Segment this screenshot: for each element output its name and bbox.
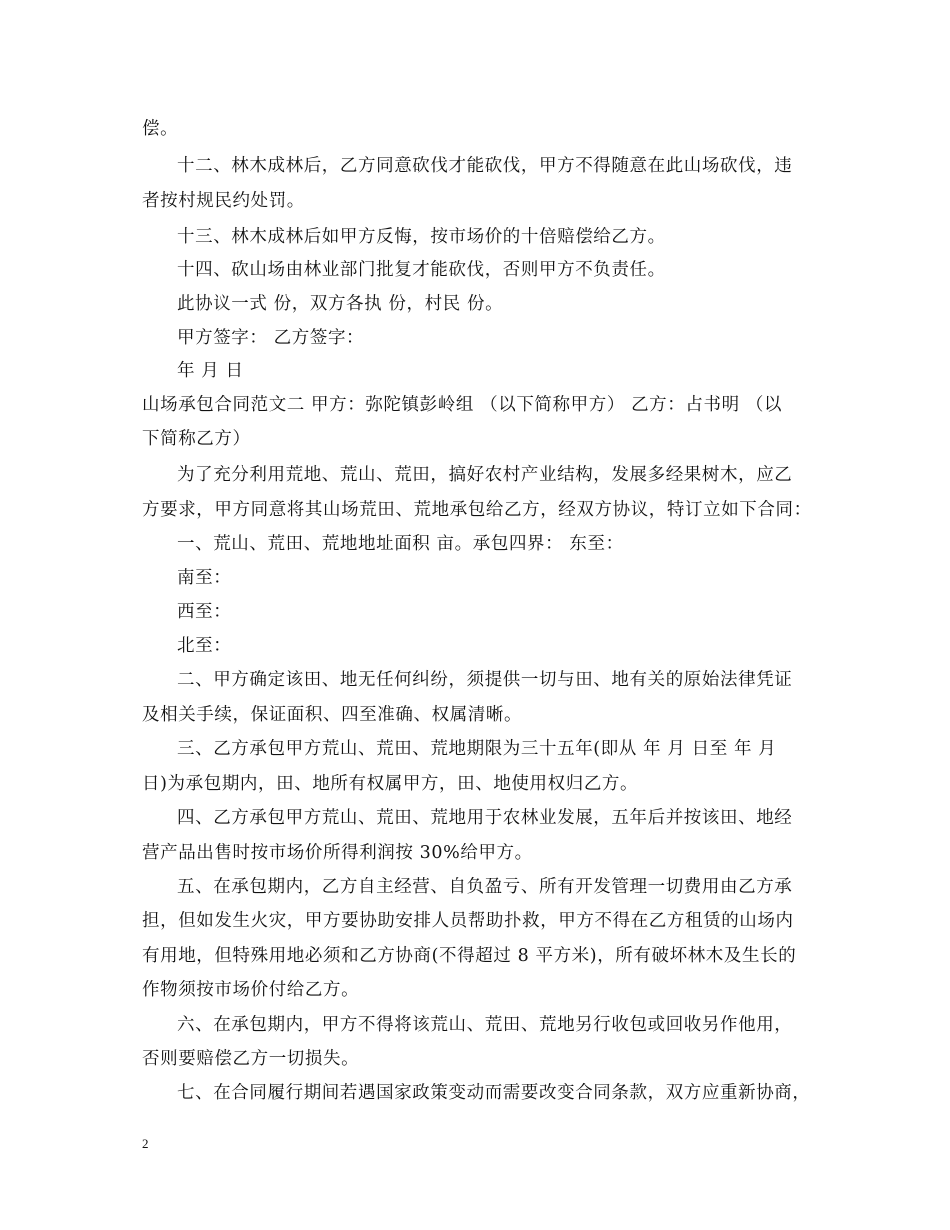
text-line: 有用地，但特殊用地必须和乙方协商(不得超过 8 平方米)，所有破坏林木及生长的 — [142, 946, 797, 966]
text-line: 作物须按市场价付给乙方。 — [142, 980, 360, 1000]
text-line: 年 月 日 — [177, 361, 244, 381]
text-line: 为了充分利用荒地、荒山、荒田，搞好农村产业结构，发展多经果树木，应乙 — [177, 465, 793, 485]
text-line: 二、甲方确定该田、地无任何纠纷，须提供一切与田、地有关的原始法律凭证 — [177, 670, 793, 690]
text-line: 三、乙方承包甲方荒山、荒田、荒地期限为三十五年(即从 年 月 日至 年 月 — [177, 739, 777, 759]
text-line: 下简称乙方） — [142, 429, 251, 449]
text-line: 北至： — [177, 636, 232, 656]
text-line: 日)为承包期内，田、地所有权属甲方，田、地使用权归乙方。 — [142, 774, 639, 794]
text-line: 六、在承包期内，甲方不得将该荒山、荒田、荒地另行收包或回收另作他用， — [177, 1015, 793, 1035]
page-number: 2 — [142, 1136, 149, 1151]
text-line: 五、在承包期内，乙方自主经营、自负盈亏、所有开发管理一切费用由乙方承 — [177, 877, 793, 897]
text-line: 此协议一式 份，双方各执 份，村民 份。 — [177, 294, 504, 314]
text-line: 十二、林木成林后，乙方同意砍伐才能砍伐，甲方不得随意在此山场砍伐，违 — [177, 156, 793, 176]
text-line: 否则要赔偿乙方一切损失。 — [142, 1049, 360, 1069]
text-line: 山场承包合同范文二 甲方：弥陀镇彭岭组 （以下简称甲方） 乙方：占书明 （以 — [142, 395, 783, 415]
text-line: 一、荒山、荒田、荒地地址面积 亩。承包四界： 东至： — [177, 534, 624, 554]
text-line: 偿。 — [142, 119, 179, 139]
text-line: 担，但如发生火灾，甲方要协助安排人员帮助扑救，甲方不得在乙方租赁的山场内 — [142, 911, 794, 931]
text-line: 七、在合同履行期间若遇国家政策变动而需要改变合同条款，双方应重新协商， — [177, 1083, 811, 1103]
text-line: 十四、砍山场由林业部门批复才能砍伐，否则甲方不负责任。 — [177, 260, 666, 280]
text-line: 西至： — [177, 602, 232, 622]
text-line: 营产品出售时按市场价所得利润按 30%给甲方。 — [142, 843, 533, 863]
text-line: 方要求，甲方同意将其山场荒田、荒地承包给乙方，经双方协议，特订立如下合同： — [142, 500, 812, 520]
text-line: 及相关手续，保证面积、四至准确、权属清晰。 — [142, 705, 523, 725]
text-line: 甲方签字： 乙方签字： — [177, 328, 365, 348]
text-line: 十三、林木成林后如甲方反悔，按市场价的十倍赔偿给乙方。 — [177, 227, 666, 247]
text-line: 者按村规民约处罚。 — [142, 191, 305, 211]
text-line: 四、乙方承包甲方荒山、荒田、荒地用于农林业发展，五年后并按该田、地经 — [177, 808, 793, 828]
text-line: 南至： — [177, 568, 232, 588]
